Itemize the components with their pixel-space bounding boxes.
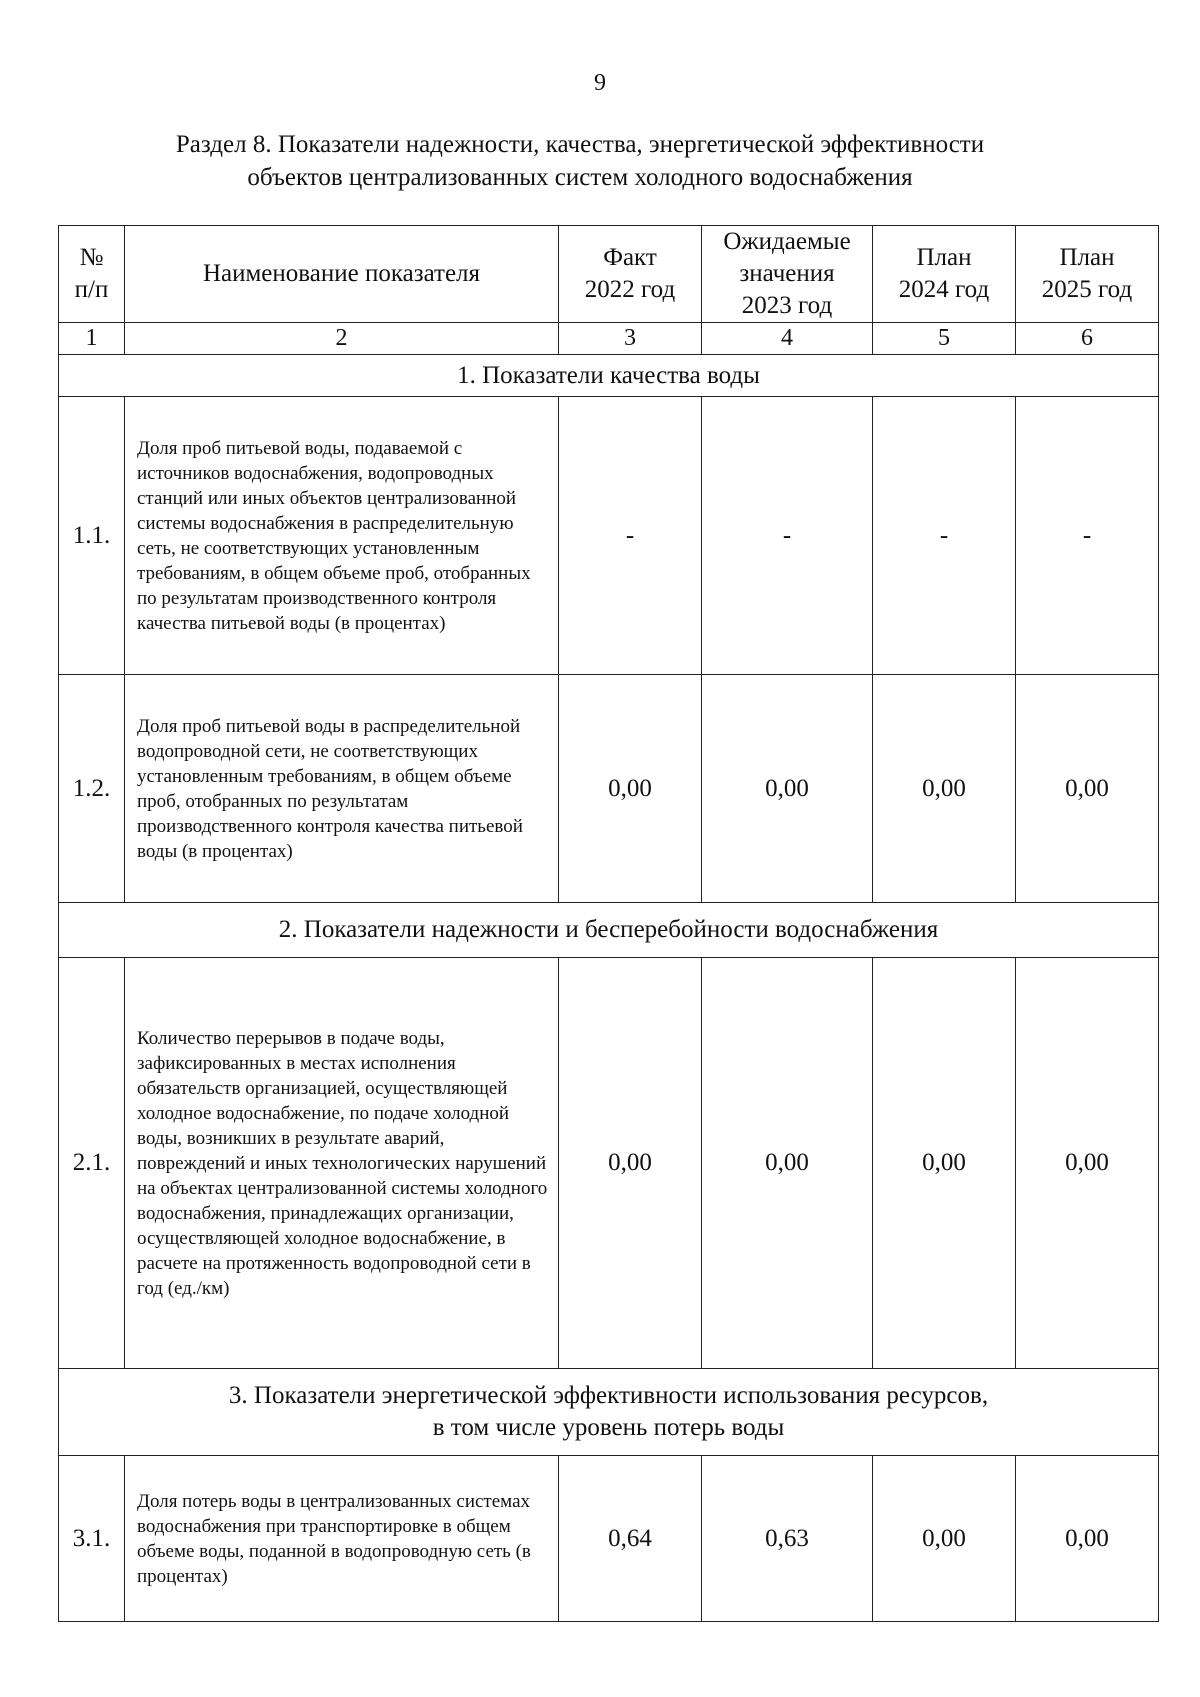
- header-row: [59, 226, 1159, 323]
- value-fact-2022: 0,64: [559, 1456, 702, 1622]
- indicator-name: Доля проб питьевой воды, подаваемой с источников водоснабжения, водопроводных станций или иных объектов централизованной системы водоснабжения в распределительную сеть, не соответствующих установленным требованиям, в общем объеме проб, отобранных по результатам производственного контроля качества питьевой воды (в процентах): [125, 397, 559, 675]
- value-expected-2023: 0,00: [702, 958, 873, 1369]
- header-plan-2025: План 2025 год: [1016, 226, 1159, 323]
- group-header-row: [59, 355, 1159, 397]
- value-fact-2022: 0,00: [559, 958, 702, 1369]
- column-number: 3: [559, 323, 702, 355]
- header-expected-2023: Ожидаемые значения 2023 год: [702, 226, 873, 323]
- column-number: 1: [59, 323, 125, 355]
- column-number: 2: [125, 323, 559, 355]
- value-plan-2025: 0,00: [1016, 958, 1159, 1369]
- row-number: 1.1.: [59, 397, 125, 675]
- row-number: 1.2.: [59, 675, 125, 903]
- value-plan-2024: -: [873, 397, 1016, 675]
- header-name: Наименование показателя: [125, 226, 559, 323]
- indicator-name: Количество перерывов в подаче воды, зафиксированных в местах исполнения обязательств организацией, осуществляющей холодное водоснабжение, по подаче холодной воды, возникших в результате аварий, повреждений и иных технологических нарушений на объектах централизованной системы холодного водоснабжения, принадлежащих организации, осуществляющей холодное водоснабжение, в расчете на протяженность водопроводной сети в год (ед./км): [125, 958, 559, 1369]
- page-number: 9: [594, 70, 606, 96]
- value-plan-2024: 0,00: [873, 958, 1016, 1369]
- indicators-table: [58, 225, 1159, 1622]
- table-row: [59, 675, 1159, 903]
- value-fact-2022: 0,00: [559, 675, 702, 903]
- group-title-energy-efficiency: 3. Показатели энергетической эффективности использования ресурсов, в том числе уровень потерь воды: [59, 1369, 1159, 1456]
- table-row: [59, 958, 1159, 1369]
- group-header-row: [59, 903, 1159, 958]
- value-expected-2023: 0,00: [702, 675, 873, 903]
- section-title-line-1: Раздел 8. Показатели надежности, качества, энергетической эффективности: [175, 131, 985, 158]
- value-plan-2025: 0,00: [1016, 1456, 1159, 1622]
- value-fact-2022: -: [559, 397, 702, 675]
- indicator-name: Доля потерь воды в централизованных системах водоснабжения при транспортировке в общем объеме воды, поданной в водопроводную сеть (в процентах): [125, 1456, 559, 1622]
- table-row: [59, 1456, 1159, 1622]
- column-number: 6: [1016, 323, 1159, 355]
- value-expected-2023: -: [702, 397, 873, 675]
- section-title-line-2: объектов централизованных систем холодного водоснабжения: [247, 164, 913, 191]
- table-row: [59, 397, 1159, 675]
- group-title-reliability: 2. Показатели надежности и бесперебойности водоснабжения: [59, 903, 1159, 958]
- column-number: 5: [873, 323, 1016, 355]
- header-plan-2024: План 2024 год: [873, 226, 1016, 323]
- row-number: 3.1.: [59, 1456, 125, 1622]
- row-number: 2.1.: [59, 958, 125, 1369]
- indicator-name: Доля проб питьевой воды в распределительной водопроводной сети, не соответствующих установленным требованиям, в общем объеме проб, отобранных по результатам производственного контроля качества питьевой воды (в процентах): [125, 675, 559, 903]
- value-plan-2025: -: [1016, 397, 1159, 675]
- value-expected-2023: 0,63: [702, 1456, 873, 1622]
- group-title-water-quality: 1. Показатели качества воды: [59, 355, 1159, 397]
- value-plan-2025: 0,00: [1016, 675, 1159, 903]
- column-number-row: [59, 323, 1159, 355]
- column-number: 4: [702, 323, 873, 355]
- header-fact-2022: Факт 2022 год: [559, 226, 702, 323]
- header-num: № п/п: [59, 226, 125, 323]
- value-plan-2024: 0,00: [873, 675, 1016, 903]
- value-plan-2024: 0,00: [873, 1456, 1016, 1622]
- group-header-row: [59, 1369, 1159, 1456]
- section-title: [60, 128, 1100, 194]
